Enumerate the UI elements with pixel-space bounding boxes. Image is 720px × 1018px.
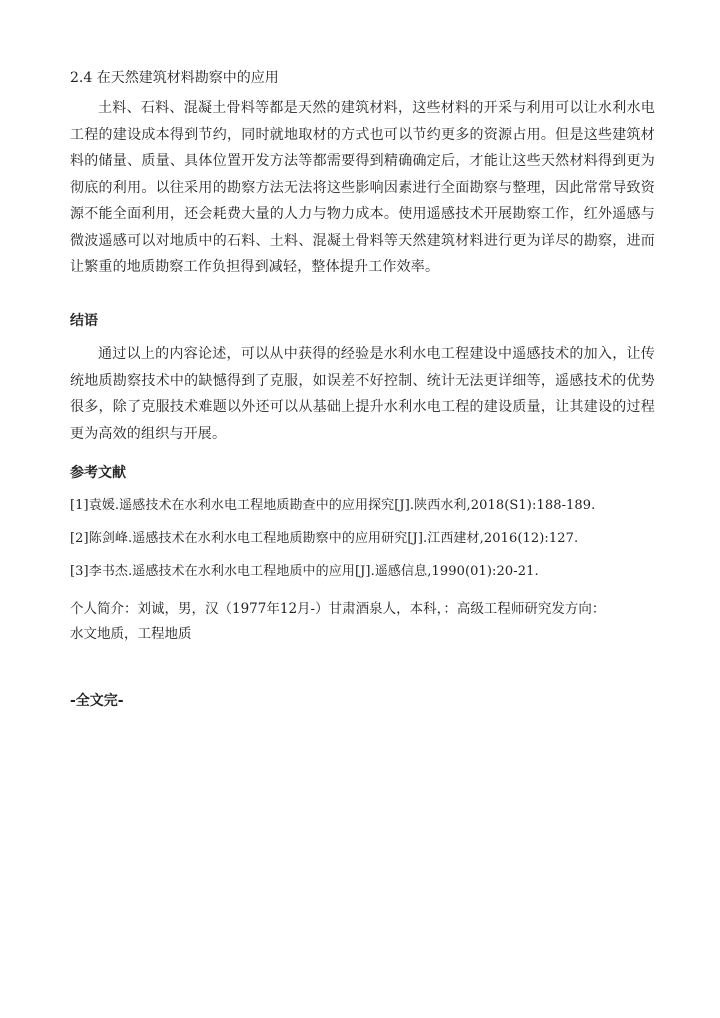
references-heading: 参考文献	[70, 465, 126, 481]
section-heading: 2.4 在天然建筑材料勘察中的应用	[70, 70, 279, 86]
reference-item: [3]李书杰.遥感技术在水利水电工程地质中的应用[J].遥感信息,1990(01):20-21.	[70, 564, 539, 579]
references-list	[70, 495, 670, 594]
section-paragraph: 土料、石料、混凝土骨料等都是天然的建筑材料，这些材料的开采与利用可以让水利水电工程的建设成本得到节约，同时就地取材的方式也可以节约更多的资源占用。但是这些建筑材料的储量、质量、具体位置开发方法等都需要得到精确确定后，才能让这些天然材料得到更为彻底的利用。以往采用的勘察方法无法将这些影响因素进行全面勘察与整理，因此常常导致资源不能全面利用，还会耗费大量的人力与物力成本。使用遥感技术开展勘察工作，红外遥感与微波遥感可以对地质中的石料、土料、混凝土骨料等天然建筑材料进行更为详尽的勘察，进而让繁重的地质勘察工作负担得到减轻，整体提升工作效率。	[70, 100, 655, 275]
conclusion-paragraph: 通过以上的内容论述，可以从中获得的经验是水利水电工程建设中遥感技术的加入，让传统地质勘察技术中的缺憾得到了克服，如误差不好控制、统计无法更详细等，遥感技术的优势很多，除了克服技术难题以外还可以从基础上提升水利水电工程的建设质量，让其建设的过程更为高效的组织与开展。	[70, 346, 655, 442]
reference-item: [1]袁媛.遥感技术在水利水电工程地质勘查中的应用探究[J].陕西水利,2018(S1):188-189.	[70, 498, 596, 513]
reference-item: [2]陈剑峰.遥感技术在水利水电工程地质勘察中的应用研究[J].江西建材,2016(12):127.	[70, 531, 579, 546]
author-bio: 个人简介：刘诚，男，汉（1977年12月-）甘肃酒泉人，本科，：高级工程师研究发方向：水文地质，工程地质	[70, 601, 606, 642]
conclusion-heading: 结语	[70, 313, 98, 329]
end-mark: -全文完-	[70, 693, 124, 709]
